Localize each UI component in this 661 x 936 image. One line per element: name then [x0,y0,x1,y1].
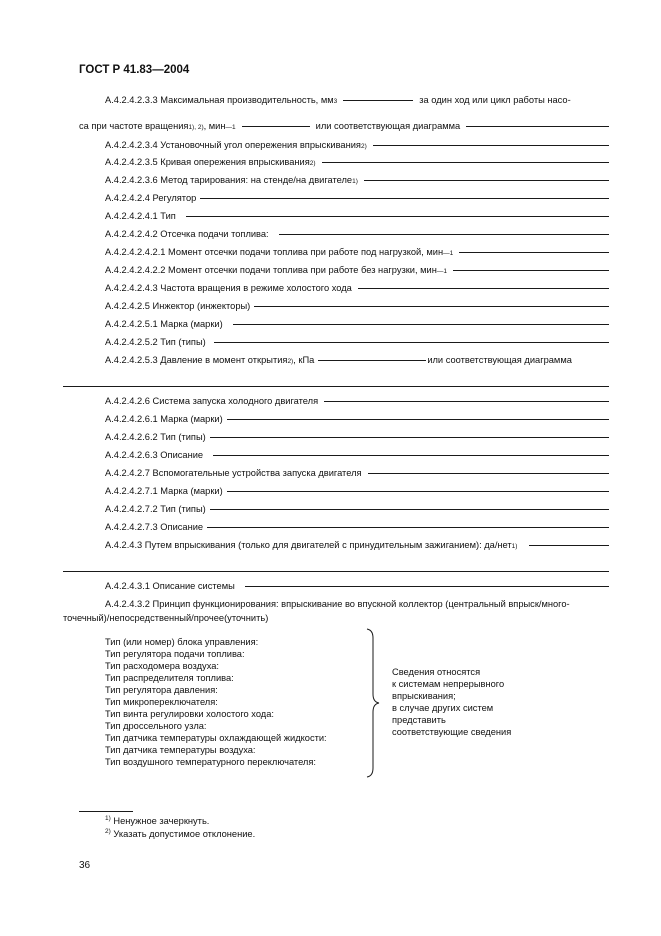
field-injector[interactable] [254,306,609,307]
item-cutoff-under-load: А.4.2.4.2.4.2.1 Момент отсечки подачи топлива при работе под нагрузкой, мин —1 [105,246,609,258]
item-injection-method: А.4.2.4.3 Путем впрыскивания (только для двигателей с принудительным зажиганием): да/нет 1) [105,539,609,551]
box-item-air-flow-meter: Тип расходомера воздуха: [105,661,219,671]
item-cold-start-brand: А.4.2.4.2.6.1 Марка (марки) [105,413,609,425]
note-line-1: Сведения относятся [392,667,481,677]
field-cold-start-description[interactable] [213,455,609,456]
note-line-3: впрыскивания; [392,691,456,701]
field-cold-start-brand[interactable] [227,419,609,420]
item-cold-start-system: А.4.2.4.2.6 Система запуска холодного двигателя [105,395,609,407]
footnote-divider [79,811,133,812]
box-item-fuel-regulator: Тип регулятора подачи топлива: [105,649,245,659]
field-governor[interactable] [200,198,609,199]
item-governor: А.4.2.4.2.4 Регулятор [105,192,609,204]
footnote-1: $^{1)}$ Ненужное зачеркнуть. [105,815,210,826]
box-item-fuel-distributor: Тип распределителя топлива: [105,673,234,683]
field-cutoff-under-load[interactable] [459,252,609,253]
field-opening-pressure[interactable] [318,360,426,361]
field-injection-curve[interactable] [322,162,609,163]
field-aux-brand[interactable] [227,491,609,492]
item-idle-speed: А.4.2.4.2.4.3 Частота вращения в режиме холостого хода [105,282,609,294]
field-injector-brand[interactable] [233,324,609,325]
field-diagram[interactable] [466,126,609,127]
field-governor-type[interactable] [186,216,609,217]
note-line-2: к системам непрерывного [392,679,505,689]
item-aux-description: А.4.2.4.2.7.3 Описание [105,521,609,533]
field-aux-description[interactable] [207,527,609,528]
document-header: ГОСТ Р 41.83—2004 [79,64,190,76]
item-aux-brand: А.4.2.4.2.7.1 Марка (марки) [105,485,609,497]
field-aux-type[interactable] [210,509,609,510]
right-brace-icon [364,628,382,778]
box-item-air-temp-sensor: Тип датчика температуры воздуха: [105,745,256,755]
box-item-throttle-body: Тип дроссельного узла: [105,721,207,731]
page-number: 36 [79,860,91,871]
field-cold-start-type[interactable] [210,437,609,438]
item-injection-angle: А.4.2.4.2.3.4 Установочный угол опережения впрыскивания 2) [105,139,609,151]
item-cold-start-type: А.4.2.4.2.6.2 Тип (типы) [105,431,609,443]
footnote-2: $^{2)}$ Указать допустимое отклонение. [105,828,256,839]
note-line-5: представить [392,715,446,725]
item-max-output: А.4.2.4.2.3.3 Максимальная производительность, мм 3 за один ход или цикл работы насо- [105,95,571,105]
item-injector-type: А.4.2.4.2.5.2 Тип (типы) [105,336,609,348]
box-item-microswitch: Тип микропереключателя: [105,697,218,707]
item-injector-brand: А.4.2.4.2.5.1 Марка (марки) [105,318,609,330]
field-injection-method[interactable] [529,545,609,546]
box-item-coolant-sensor: Тип датчика температуры охлаждающей жидкости: [105,733,327,743]
field-blank-line-1[interactable] [63,386,609,387]
item-aux-type: А.4.2.4.2.7.2 Тип (типы) [105,503,609,515]
item-governor-type: А.4.2.4.2.4.1 Тип [105,210,609,222]
box-item-pressure-regulator: Тип регулятора давления: [105,685,218,695]
field-cutoff-no-load[interactable] [453,270,609,271]
box-item-idle-screw: Тип винта регулировки холостого хода: [105,709,274,719]
item-opening-pressure: А.4.2.4.2.5.3 Давление в момент открытия 2) , кПа или соответствующая диаграмма [105,355,572,365]
field-calibration-method[interactable] [364,180,609,181]
field-max-output[interactable] [343,100,413,101]
item-injector: А.4.2.4.2.5 Инжектор (инжекторы) [105,300,609,312]
field-cold-start-system[interactable] [324,401,609,402]
item-injection-curve: А.4.2.4.2.3.5 Кривая опережения впрыскивания 2) [105,156,609,168]
item-system-description: А.4.2.4.3.1 Описание системы [105,580,609,592]
item-calibration-method: А.4.2.4.2.3.6 Метод тарирования: на стенде/на двигателе 1) [105,174,609,186]
field-idle-speed[interactable] [358,288,609,289]
item-operating-principle-cont: точечный)/непосредственный/прочее(уточнить) [63,613,269,623]
field-injection-angle[interactable] [373,145,609,146]
item-rotation-speed: са при частоте вращения 1), 2) , мин —1 или соответствующая диаграмма [79,120,609,132]
box-item-control-unit: Тип (или номер) блока управления: [105,637,259,647]
field-injector-type[interactable] [214,342,609,343]
box-item-air-temp-switch: Тип воздушного температурного переключателя: [105,757,316,767]
field-aux-start-devices[interactable] [368,473,609,474]
field-fuel-cutoff[interactable] [279,234,609,235]
field-rotation-speed[interactable] [242,126,310,127]
note-line-4: в случае других систем [392,703,494,713]
item-aux-start-devices: А.4.2.4.2.7 Вспомогательные устройства запуска двигателя [105,467,609,479]
item-cold-start-description: А.4.2.4.2.6.3 Описание [105,449,609,461]
item-operating-principle: А.4.2.4.3.2 Принцип функционирования: впрыскивание во впускной коллектор (центральный впрыск/много- [105,599,570,609]
item-cutoff-no-load: А.4.2.4.2.4.2.2 Момент отсечки подачи топлива при работе без нагрузки, мин —1 [105,264,609,276]
note-line-6: соответствующие сведения [392,727,512,737]
field-blank-line-2[interactable] [63,571,609,572]
item-fuel-cutoff: А.4.2.4.2.4.2 Отсечка подачи топлива: [105,228,609,240]
field-system-description[interactable] [245,586,609,587]
